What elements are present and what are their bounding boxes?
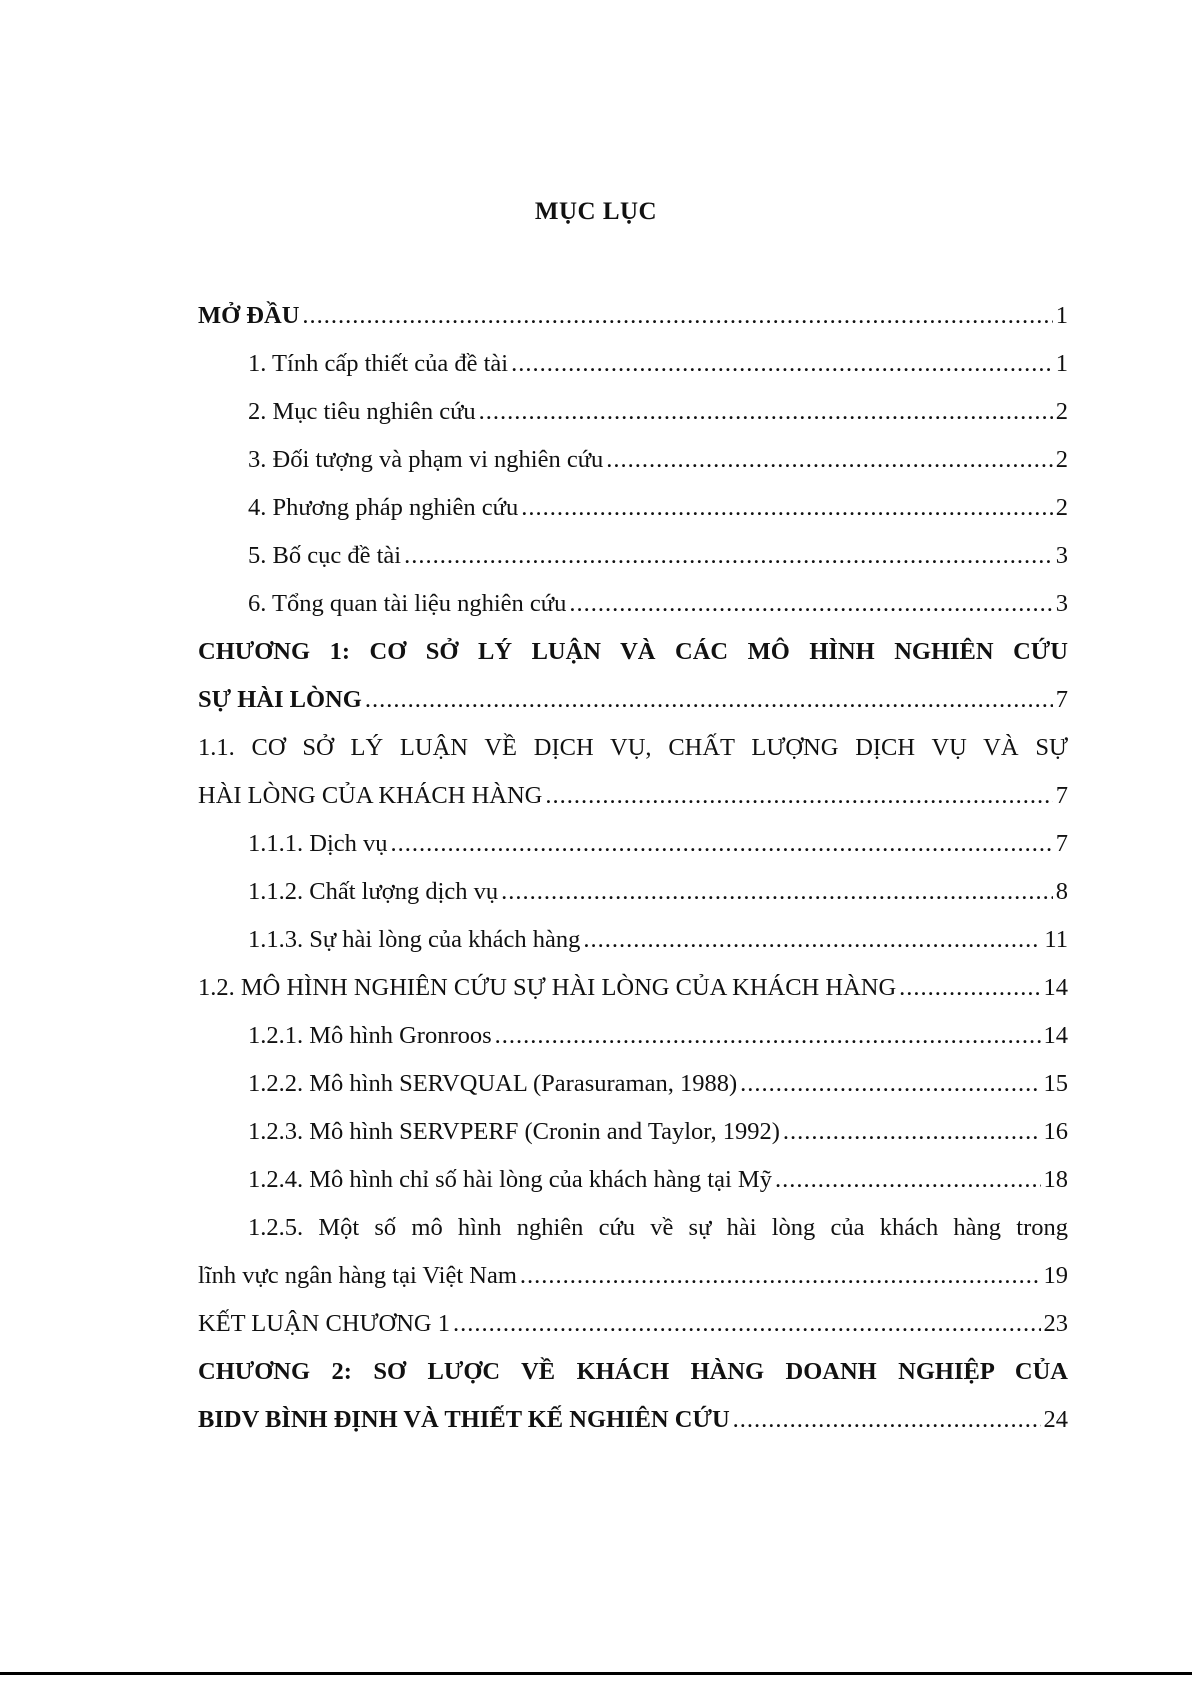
- toc-entry[interactable]: [198, 820, 1068, 868]
- toc-entry[interactable]: [198, 1348, 1068, 1444]
- toc-entry-title: 4. Phương pháp nghiên cứu: [248, 494, 519, 521]
- toc-entry-line: [198, 532, 1068, 580]
- toc-entry-line: [198, 292, 1068, 340]
- toc-entry-title: lĩnh vực ngân hàng tại Việt Nam: [198, 1262, 517, 1289]
- toc-entry-line: [198, 436, 1068, 484]
- toc-page-number: 7: [1055, 686, 1068, 713]
- toc-page-number: 19: [1043, 1262, 1068, 1289]
- toc-page-number: 15: [1043, 1070, 1068, 1097]
- dot-leader: [740, 1060, 1040, 1108]
- dot-leader: [733, 1396, 1041, 1444]
- toc-entry[interactable]: [198, 1204, 1068, 1300]
- dot-leader: [453, 1300, 1041, 1348]
- toc-entry-line: [198, 340, 1068, 388]
- dot-leader: [511, 340, 1053, 388]
- dot-leader: [495, 1012, 1041, 1060]
- dot-leader: [365, 676, 1053, 724]
- toc-entry-line: [198, 676, 1068, 724]
- toc-page-number: 18: [1043, 1166, 1068, 1193]
- toc-entry-title: 3. Đối tượng và phạm vi nghiên cứu: [248, 446, 604, 473]
- toc-entry[interactable]: [198, 1108, 1068, 1156]
- toc-page-number: 11: [1044, 926, 1068, 953]
- toc-entry-title: 1.2.3. Mô hình SERVPERF (Cronin and Taylor, 1992): [248, 1118, 780, 1145]
- toc-entry[interactable]: [198, 1300, 1068, 1348]
- toc-entry-line: [198, 964, 1068, 1012]
- toc-entry-title: HÀI LÒNG CỦA KHÁCH HÀNG: [198, 782, 543, 809]
- toc-page-number: 2: [1055, 398, 1068, 425]
- toc-entry-title: 5. Bố cục đề tài: [248, 542, 402, 569]
- dot-leader: [404, 532, 1053, 580]
- toc-page-number: 16: [1043, 1118, 1068, 1145]
- toc-entry-title: MỞ ĐẦU: [198, 302, 300, 329]
- toc-page-number: 2: [1055, 494, 1068, 521]
- toc-entry-title: 1.2.2. Mô hình SERVQUAL (Parasuraman, 1988): [248, 1070, 738, 1097]
- toc-entry[interactable]: [198, 292, 1068, 340]
- toc-page-number: 7: [1055, 782, 1068, 809]
- toc-entry-title: 1.2.4. Mô hình chỉ số hài lòng của khách hàng tại Mỹ: [248, 1166, 772, 1193]
- dot-leader: [520, 1252, 1041, 1300]
- toc-page-number: 8: [1055, 878, 1068, 905]
- dot-leader: [775, 1156, 1041, 1204]
- toc-entry-line: [198, 916, 1068, 964]
- toc-page-number: 1: [1055, 350, 1068, 377]
- dot-leader: [569, 580, 1052, 628]
- toc-entry-line: [198, 868, 1068, 916]
- toc-entry-line: [198, 1252, 1068, 1300]
- toc-page-number: 3: [1055, 590, 1068, 617]
- toc-entry[interactable]: [198, 484, 1068, 532]
- dot-leader: [783, 1108, 1041, 1156]
- page-bottom-rule: [0, 1672, 1192, 1675]
- table-of-contents: [198, 292, 1068, 1444]
- toc-page-number: 3: [1055, 542, 1068, 569]
- toc-entry[interactable]: [198, 1156, 1068, 1204]
- toc-entry-title: 1.2. MÔ HÌNH NGHIÊN CỨU SỰ HÀI LÒNG CỦA KHÁCH HÀNG: [198, 974, 897, 1001]
- toc-entry[interactable]: [198, 1012, 1068, 1060]
- dot-leader: [606, 436, 1053, 484]
- toc-entry-line: [198, 1012, 1068, 1060]
- toc-page-number: 7: [1055, 830, 1068, 857]
- toc-entry-line: [198, 388, 1068, 436]
- toc-entry-title: 6. Tổng quan tài liệu nghiên cứu: [248, 590, 567, 617]
- dot-leader: [899, 964, 1040, 1012]
- toc-page-number: 23: [1043, 1310, 1068, 1337]
- toc-entry[interactable]: [198, 388, 1068, 436]
- toc-entry-line: [198, 580, 1068, 628]
- toc-entry[interactable]: [198, 916, 1068, 964]
- dot-leader: [479, 388, 1053, 436]
- toc-entry-line: [198, 772, 1068, 820]
- toc-entry-title: 2. Mục tiêu nghiên cứu: [248, 398, 476, 425]
- toc-page-number: 24: [1043, 1406, 1068, 1433]
- toc-entry[interactable]: [198, 628, 1068, 724]
- toc-entry[interactable]: [198, 724, 1068, 820]
- dot-leader: [391, 820, 1053, 868]
- toc-page-number: 14: [1043, 974, 1068, 1001]
- toc-entry[interactable]: [198, 964, 1068, 1012]
- toc-entry-title-line1: 1.2.5. Một số mô hình nghiên cứu về sự hài lòng của khách hàng trong: [248, 1214, 1068, 1241]
- toc-entry-title: KẾT LUẬN CHƯƠNG 1: [198, 1310, 450, 1337]
- toc-entry-line: [198, 484, 1068, 532]
- dot-leader: [583, 916, 1041, 964]
- toc-entry-title: SỰ HÀI LÒNG: [198, 686, 362, 713]
- toc-entry-title: 1.1.2. Chất lượng dịch vụ: [248, 878, 499, 905]
- page-title: MỤC LỤC: [534, 198, 658, 225]
- toc-entry-title: 1.1.3. Sự hài lòng của khách hàng: [248, 926, 581, 953]
- toc-entry[interactable]: [198, 868, 1068, 916]
- toc-entry-line: [198, 1156, 1068, 1204]
- toc-entry-line: [198, 1396, 1068, 1444]
- toc-page-number: 14: [1043, 1022, 1068, 1049]
- toc-entry-title: 1. Tính cấp thiết của đề tài: [248, 350, 509, 377]
- dot-leader: [521, 484, 1053, 532]
- toc-entry-line: [198, 820, 1068, 868]
- toc-entry[interactable]: [198, 532, 1068, 580]
- toc-entry[interactable]: [198, 580, 1068, 628]
- toc-entry-title-line1: CHƯƠNG 1: CƠ SỞ LÝ LUẬN VÀ CÁC MÔ HÌNH NGHIÊN CỨU: [198, 638, 1068, 665]
- toc-entry[interactable]: [198, 1060, 1068, 1108]
- toc-entry-line: [198, 1108, 1068, 1156]
- toc-entry-title-line1: 1.1. CƠ SỞ LÝ LUẬN VỀ DỊCH VỤ, CHẤT LƯỢNG DỊCH VỤ VÀ SỰ: [198, 734, 1068, 761]
- toc-page-number: 1: [1055, 302, 1068, 329]
- toc-entry-line: [198, 1060, 1068, 1108]
- toc-entry[interactable]: [198, 436, 1068, 484]
- dot-leader: [501, 868, 1053, 916]
- dot-leader: [302, 292, 1052, 340]
- dot-leader: [545, 772, 1052, 820]
- toc-entry-line: [198, 1300, 1068, 1348]
- toc-page-number: 2: [1055, 446, 1068, 473]
- toc-entry[interactable]: [198, 340, 1068, 388]
- toc-entry-title: 1.2.1. Mô hình Gronroos: [248, 1022, 492, 1049]
- toc-entry-title-line1: CHƯƠNG 2: SƠ LƯỢC VỀ KHÁCH HÀNG DOANH NGHIỆP CỦA: [198, 1358, 1068, 1385]
- toc-entry-title: BIDV BÌNH ĐỊNH VÀ THIẾT KẾ NGHIÊN CỨU: [198, 1406, 730, 1433]
- toc-entry-title: 1.1.1. Dịch vụ: [248, 830, 388, 857]
